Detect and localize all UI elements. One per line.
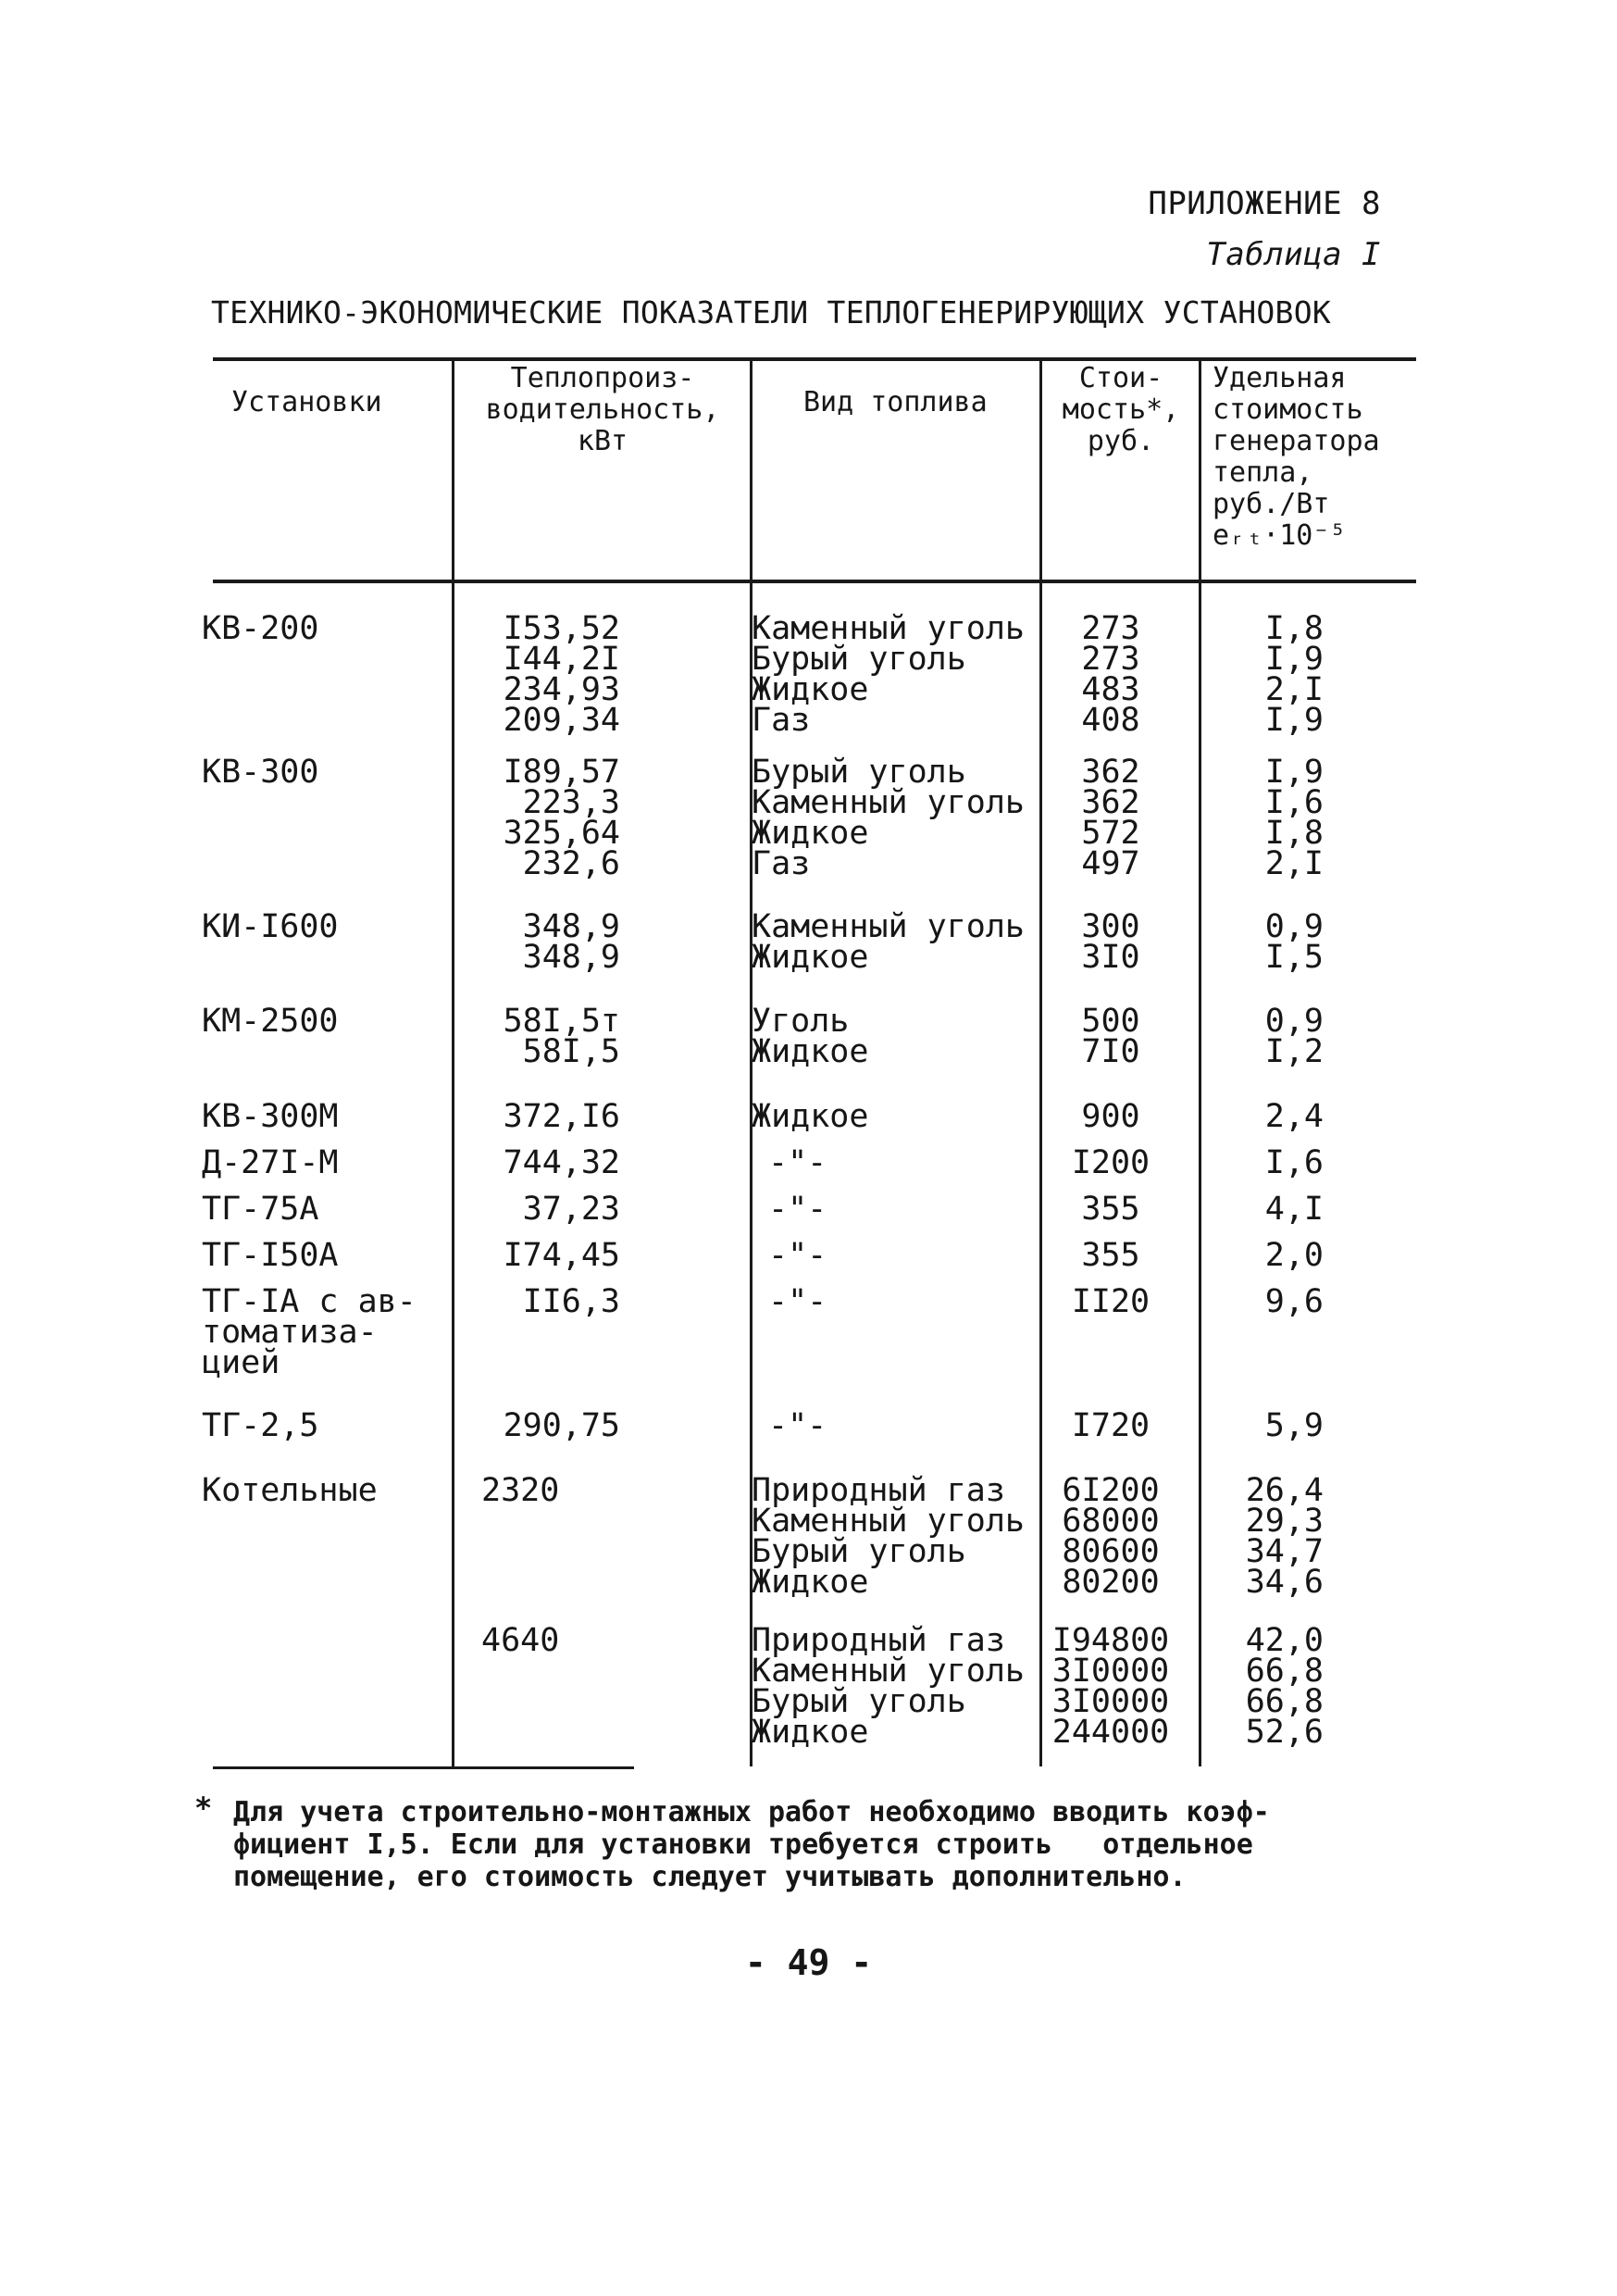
cell-fuel: -"- <box>768 1283 827 1320</box>
cell-fuel: -"- <box>768 1144 827 1181</box>
cell-power: 372,I6 <box>503 1098 620 1135</box>
cell-unit: ТГ-I50А <box>202 1237 339 1274</box>
cell-unit: КВ-200 <box>202 610 319 647</box>
cell-specific-cost: 0,9 I,5 <box>1264 908 1324 976</box>
cell-cost: 900 <box>1081 1098 1140 1135</box>
table-number: Таблица I <box>1206 236 1381 273</box>
footnote <box>194 1791 1425 1893</box>
column-header-cost: Стои- мость*, руб. <box>1062 362 1180 457</box>
column-divider-4 <box>1199 361 1201 1766</box>
cell-power: 4640 <box>481 1622 560 1659</box>
cell-cost: 362 362 572 497 <box>1081 754 1140 882</box>
cell-unit: Котельные <box>202 1472 378 1509</box>
cell-unit: ТГ-75А <box>202 1191 319 1228</box>
cell-power: I89,57 223,3 325,64 232,6 <box>503 754 620 882</box>
page-number: - 49 - <box>744 1942 873 1983</box>
cell-unit: ТГ-IА с ав- томатиза- цией <box>202 1283 417 1381</box>
cell-cost: 355 <box>1081 1191 1140 1228</box>
cell-cost: 6I200 68000 80600 80200 <box>1062 1472 1160 1601</box>
table-title: ТЕХНИКО-ЭКОНОМИЧЕСКИЕ ПОКАЗАТЕЛИ ТЕПЛОГЕНЕРИРУЮЩИХ УСТАНОВОК <box>211 294 1332 331</box>
table-bottom-rule <box>213 1766 634 1769</box>
cell-cost: I94800 3I0000 3I0000 244000 <box>1051 1622 1170 1751</box>
cell-cost: 355 <box>1081 1237 1140 1274</box>
cell-power: II6,3 <box>522 1283 620 1320</box>
table-top-rule <box>213 357 1416 361</box>
cell-power: 2320 <box>481 1472 560 1509</box>
cell-unit: Д-27I-М <box>202 1144 339 1181</box>
cell-power: 37,23 <box>522 1191 620 1228</box>
column-header-unit: Установки <box>231 386 382 418</box>
cell-specific-cost: 5,9 <box>1264 1407 1324 1444</box>
cell-unit: КМ-2500 <box>202 1003 339 1040</box>
column-header-power: Теплопроиз- водительность, кВт <box>485 362 720 457</box>
cell-power: 744,32 <box>503 1144 620 1181</box>
cell-fuel: Каменный уголь Бурый уголь Жидкое Газ <box>752 610 1026 739</box>
cell-specific-cost: 9,6 <box>1264 1283 1324 1320</box>
cell-cost: 300 3I0 <box>1081 908 1140 976</box>
cell-fuel: Природный газ Каменный уголь Бурый уголь Жидкое <box>752 1622 1026 1751</box>
cell-unit: КВ-300М <box>202 1098 339 1135</box>
cell-specific-cost: I,8 I,9 2,I I,9 <box>1264 610 1324 739</box>
cell-cost: 500 7I0 <box>1081 1003 1140 1070</box>
cell-power: 348,9 348,9 <box>522 908 620 976</box>
cell-fuel: Природный газ Каменный уголь Бурый уголь Жидкое <box>752 1472 1026 1601</box>
column-header-fuel: Вид топлива <box>803 386 988 418</box>
cell-fuel: Каменный уголь Жидкое <box>752 908 1026 976</box>
appendix-label: ПРИЛОЖЕНИЕ 8 <box>1148 185 1381 222</box>
cell-cost: I200 <box>1071 1144 1151 1181</box>
cell-specific-cost: 0,9 I,2 <box>1264 1003 1324 1070</box>
cell-fuel: -"- <box>768 1407 827 1444</box>
cell-specific-cost: 2,4 <box>1264 1098 1324 1135</box>
cell-power: 290,75 <box>503 1407 620 1444</box>
cell-fuel: -"- <box>768 1191 827 1228</box>
cell-unit: ТГ-2,5 <box>202 1407 319 1444</box>
cell-power: 58I,5т 58I,5 <box>503 1003 620 1070</box>
cell-specific-cost: 2,0 <box>1264 1237 1324 1274</box>
cell-power: I53,52 I44,2I 234,93 209,34 <box>503 610 620 739</box>
cell-unit: КВ-300 <box>202 754 319 791</box>
header-bottom-rule <box>213 580 1416 583</box>
column-divider-1 <box>452 361 454 1766</box>
cell-cost: 273 273 483 408 <box>1081 610 1140 739</box>
cell-specific-cost: 26,4 29,3 34,7 34,6 <box>1245 1472 1324 1601</box>
cell-unit: КИ-I600 <box>202 908 339 945</box>
footnote-text: Для учета строительно-монтажных работ необходимо вводить коэф- фициент I,5. Если для установки требуется строить отдельное помещение, его стоимость следует учитывать дополнительно. <box>233 1796 1270 1893</box>
column-header-specific-cost: Удельная стоимость генератора тепла, руб./Вт еᵣₜ·10⁻⁵ <box>1213 362 1380 552</box>
cell-cost: II20 <box>1071 1283 1151 1320</box>
cell-fuel: -"- <box>768 1237 827 1274</box>
cell-fuel: Уголь Жидкое <box>752 1003 869 1070</box>
cell-specific-cost: I,9 I,6 I,8 2,I <box>1264 754 1324 882</box>
cell-specific-cost: I,6 <box>1264 1144 1324 1181</box>
cell-specific-cost: 4,I <box>1264 1191 1324 1228</box>
cell-fuel: Бурый уголь Каменный уголь Жидкое Газ <box>752 754 1026 882</box>
cell-fuel: Жидкое <box>752 1098 869 1135</box>
cell-specific-cost: 42,0 66,8 66,8 52,6 <box>1245 1622 1324 1751</box>
footnote-mark: * <box>194 1791 213 1826</box>
cell-cost: I720 <box>1071 1407 1151 1444</box>
cell-power: I74,45 <box>503 1237 620 1274</box>
